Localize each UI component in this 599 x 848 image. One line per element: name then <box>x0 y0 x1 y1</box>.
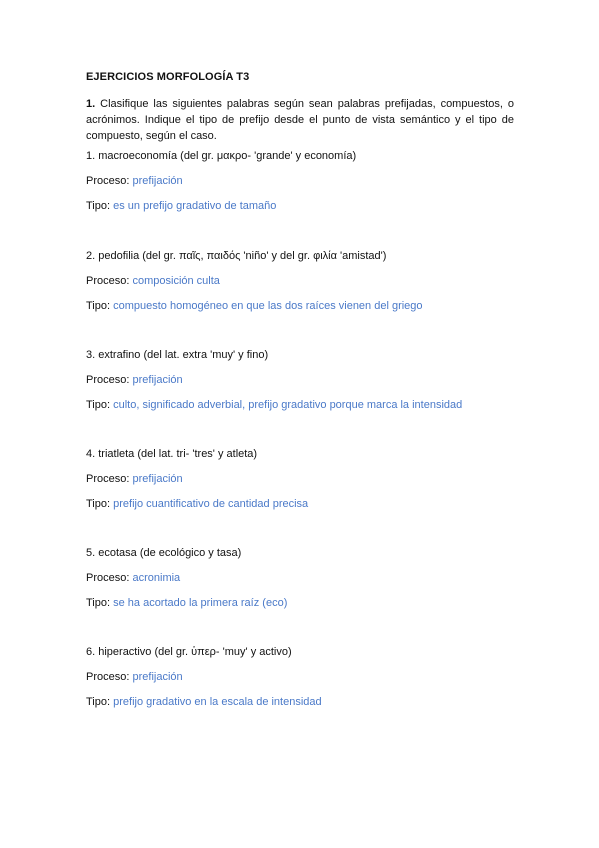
exercise-heading: 3. extrafino (del lat. extra 'muy' y fino) <box>86 349 269 361</box>
process-row <box>86 175 183 187</box>
exercise-instructions <box>86 96 514 144</box>
process-answer: prefijación <box>132 473 183 485</box>
process-answer: composición culta <box>132 275 220 287</box>
process-label: Proceso: <box>86 671 130 683</box>
type-label: Tipo: <box>86 498 111 510</box>
type-answer: se ha acortado la primera raíz (eco) <box>113 597 288 609</box>
type-answer: es un prefijo gradativo de tamaño <box>113 200 277 212</box>
process-label: Proceso: <box>86 473 130 485</box>
process-label: Proceso: <box>86 572 130 584</box>
process-label: Proceso: <box>86 275 130 287</box>
process-answer: acronimia <box>132 572 181 584</box>
type-label: Tipo: <box>86 597 111 609</box>
instruction-number: 1. <box>86 98 96 110</box>
instruction-text: Clasifique las siguientes palabras según sean palabras prefijadas, compuestos, o acrónimos. Indique el tipo de prefijo desde el punto de vista semántico y el tipo de compuesto, según el caso. <box>86 98 514 142</box>
type-label: Tipo: <box>86 696 111 708</box>
process-answer: prefijación <box>132 374 183 386</box>
type-answer: prefijo gradativo en la escala de intensidad <box>113 696 322 708</box>
type-answer: prefijo cuantificativo de cantidad precisa <box>113 498 309 510</box>
type-answer: culto, significado adverbial, prefijo gradativo porque marca la intensidad <box>113 399 463 411</box>
type-row <box>86 399 462 411</box>
type-row <box>86 300 423 312</box>
type-row <box>86 200 276 212</box>
process-label: Proceso: <box>86 175 130 187</box>
type-row <box>86 696 322 708</box>
type-answer: compuesto homogéneo en que las dos raíces vienen del griego <box>113 300 423 312</box>
process-answer: prefijación <box>132 671 183 683</box>
process-row <box>86 374 183 386</box>
exercise-heading: 4. triatleta (del lat. tri- 'tres' y atleta) <box>86 448 258 460</box>
type-label: Tipo: <box>86 399 111 411</box>
type-label: Tipo: <box>86 300 111 312</box>
process-label: Proceso: <box>86 374 130 386</box>
process-answer: prefijación <box>132 175 183 187</box>
process-row <box>86 572 180 584</box>
process-row <box>86 275 220 287</box>
document-title: EJERCICIOS MORFOLOGÍA T3 <box>86 71 250 83</box>
process-row <box>86 473 183 485</box>
type-row <box>86 597 287 609</box>
type-row <box>86 498 308 510</box>
process-row <box>86 671 183 683</box>
exercise-heading: 6. hiperactivo (del gr. ὑπερ- 'muy' y activo) <box>86 646 292 658</box>
exercise-heading: 2. pedofilia (del gr. παῖς, παιδός 'niño' y del gr. φιλία 'amistad') <box>86 250 387 262</box>
type-label: Tipo: <box>86 200 111 212</box>
exercise-heading: 1. macroeconomía (del gr. μακρο- 'grande' y economía) <box>86 150 357 162</box>
exercise-heading: 5. ecotasa (de ecológico y tasa) <box>86 547 242 559</box>
